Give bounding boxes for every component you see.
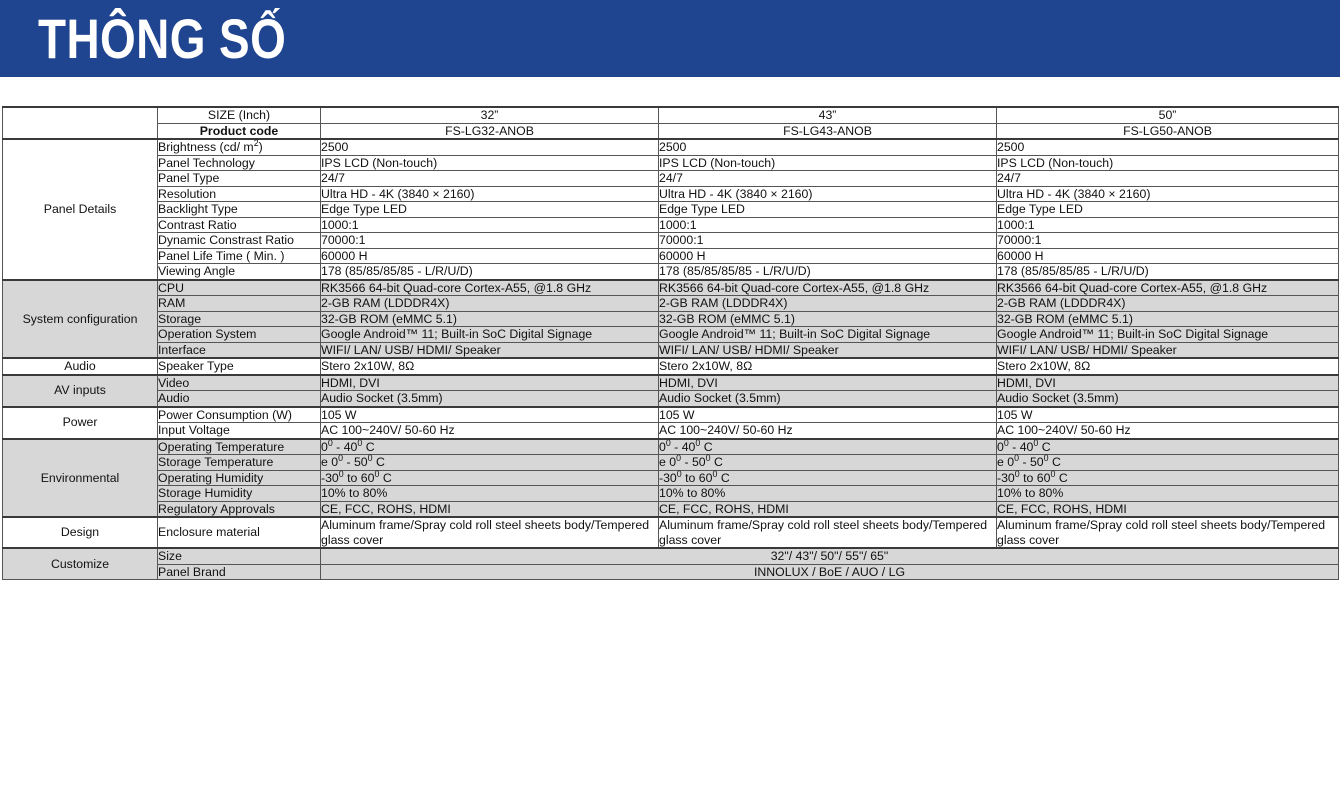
- table-row: [3, 171, 1339, 187]
- spec-label: Brightness (cd/ $m^2$): [158, 139, 321, 155]
- header-product-code-value-3: FS-LG50-ANOB: [997, 123, 1339, 139]
- page-title: THÔNG SỐ: [38, 6, 287, 70]
- table-row: [3, 186, 1339, 202]
- page-banner: [0, 0, 1340, 77]
- spec-value-3: Aluminum frame/Spray cold roll steel sheets body/Tempered glass cover: [997, 517, 1339, 548]
- spec-value-all-sizes: 32"/ 43"/ 50"/ 55"/ 65": [321, 548, 1339, 564]
- section-label-design: Design: [3, 517, 158, 548]
- spec-value-2: Audio Socket (3.5mm): [659, 391, 997, 407]
- header-size-label: SIZE (Inch): [158, 107, 321, 123]
- spec-value-1: 32-GB ROM (eMMC 5.1): [321, 311, 659, 327]
- spec-value-1: 2500: [321, 139, 659, 155]
- spec-value-1: e $0^0 - 50^0$ C: [321, 455, 659, 471]
- spec-value-3: AC 100~240V/ 50-60 Hz: [997, 423, 1339, 439]
- spec-value-1: AC 100~240V/ 50-60 Hz: [321, 423, 659, 439]
- spec-value-2: CE, FCC, ROHS, HDMI: [659, 501, 997, 517]
- spec-label: Panel Brand: [158, 564, 321, 580]
- spec-label: Input Voltage: [158, 423, 321, 439]
- spec-value-2: Edge Type LED: [659, 202, 997, 218]
- spec-value-2: 24/7: [659, 171, 997, 187]
- spec-label: Panel Life Time ( Min. ): [158, 248, 321, 264]
- spec-label: Operating Humidity: [158, 470, 321, 486]
- spec-value-2: RK3566 64-bit Quad-core Cortex-A55, @1.8 GHz: [659, 280, 997, 296]
- spec-label: Dynamic Constrast Ratio: [158, 233, 321, 249]
- table-row: [3, 407, 1339, 423]
- section-label-environmental: Environmental: [3, 439, 158, 518]
- table-row: [3, 296, 1339, 312]
- spec-value-1: CE, FCC, ROHS, HDMI: [321, 501, 659, 517]
- table-row: [3, 280, 1339, 296]
- spec-value-1: 105 W: [321, 407, 659, 423]
- spec-value-2: 32-GB ROM (eMMC 5.1): [659, 311, 997, 327]
- spec-value-3: HDMI, DVI: [997, 375, 1339, 391]
- spec-value-3: $-30^0$ to $60^0$ C: [997, 470, 1339, 486]
- spec-value-1: Google Android™ 11; Built-in SoC Digital Signage: [321, 327, 659, 343]
- spec-value-3: 178 (85/85/85/85 - L/R/U/D): [997, 264, 1339, 280]
- spec-value-3: 1000:1: [997, 217, 1339, 233]
- table-row: [3, 264, 1339, 280]
- spec-label: RAM: [158, 296, 321, 312]
- spec-value-1: $0^0 - 40^0$ C: [321, 439, 659, 455]
- spec-label: Regulatory Approvals: [158, 501, 321, 517]
- spec-label: Storage: [158, 311, 321, 327]
- spec-value-2: 1000:1: [659, 217, 997, 233]
- spec-value-3: IPS LCD (Non-touch): [997, 155, 1339, 171]
- spec-value-1: IPS LCD (Non-touch): [321, 155, 659, 171]
- header-product-code-value-2: FS-LG43-ANOB: [659, 123, 997, 139]
- spec-label: Contrast Ratio: [158, 217, 321, 233]
- spec-value-1: 178 (85/85/85/85 - L/R/U/D): [321, 264, 659, 280]
- section-label-audio: Audio: [3, 358, 158, 375]
- section-label-system-configuration: System configuration: [3, 280, 158, 359]
- spec-value-2: $-30^0$ to $60^0$ C: [659, 470, 997, 486]
- table-row: [3, 564, 1339, 580]
- spec-value-3: Ultra HD - 4K (3840 × 2160): [997, 186, 1339, 202]
- spec-value-2: Ultra HD - 4K (3840 × 2160): [659, 186, 997, 202]
- spec-label: Enclosure material: [158, 517, 321, 548]
- spec-value-3: 60000 H: [997, 248, 1339, 264]
- table-row: [3, 155, 1339, 171]
- section-label-customize: Customize: [3, 548, 158, 580]
- table-header-code-row: [3, 123, 1339, 139]
- spec-label: CPU: [158, 280, 321, 296]
- spec-label: Interface: [158, 342, 321, 358]
- table-row: [3, 311, 1339, 327]
- spec-label: Video: [158, 375, 321, 391]
- spec-value-1: Audio Socket (3.5mm): [321, 391, 659, 407]
- spec-value-2: Aluminum frame/Spray cold roll steel sheets body/Tempered glass cover: [659, 517, 997, 548]
- spec-label: Resolution: [158, 186, 321, 202]
- spec-value-1: Stero 2x10W, 8Ω: [321, 358, 659, 375]
- spec-value-1: 10% to 80%: [321, 486, 659, 502]
- spec-value-2: 178 (85/85/85/85 - L/R/U/D): [659, 264, 997, 280]
- table-row: [3, 248, 1339, 264]
- spec-value-3: 10% to 80%: [997, 486, 1339, 502]
- spec-value-1: $-30^0$ to $60^0$ C: [321, 470, 659, 486]
- spec-label: Storage Humidity: [158, 486, 321, 502]
- table-row: [3, 423, 1339, 439]
- table-row: [3, 217, 1339, 233]
- table-row: [3, 391, 1339, 407]
- spec-value-3: e $0^0 - 50^0$ C: [997, 455, 1339, 471]
- header-product-code-value-1: FS-LG32-ANOB: [321, 123, 659, 139]
- spec-value-3: Audio Socket (3.5mm): [997, 391, 1339, 407]
- spec-label: Audio: [158, 391, 321, 407]
- spec-value-1: 24/7: [321, 171, 659, 187]
- spec-value-1: 2-GB RAM (LDDDR4X): [321, 296, 659, 312]
- spec-value-3: 24/7: [997, 171, 1339, 187]
- spec-value-3: WIFI/ LAN/ USB/ HDMI/ Speaker: [997, 342, 1339, 358]
- spec-value-2: 2-GB RAM (LDDDR4X): [659, 296, 997, 312]
- table-row: [3, 470, 1339, 486]
- table-header-size-row: [3, 107, 1339, 123]
- table-row: [3, 375, 1339, 391]
- spec-value-3: RK3566 64-bit Quad-core Cortex-A55, @1.8 GHz: [997, 280, 1339, 296]
- section-label-power: Power: [3, 407, 158, 439]
- spec-value-3: Stero 2x10W, 8Ω: [997, 358, 1339, 375]
- spec-value-3: Google Android™ 11; Built-in SoC Digital Signage: [997, 327, 1339, 343]
- table-row: [3, 455, 1339, 471]
- header-product-code-label: Product code: [158, 123, 321, 139]
- spec-value-1: HDMI, DVI: [321, 375, 659, 391]
- spec-label: Panel Technology: [158, 155, 321, 171]
- spec-label: Storage Temperature: [158, 455, 321, 471]
- table-row: [3, 327, 1339, 343]
- spec-label: Backlight Type: [158, 202, 321, 218]
- spec-value-1: 70000:1: [321, 233, 659, 249]
- spec-value-3: Edge Type LED: [997, 202, 1339, 218]
- spec-value-3: CE, FCC, ROHS, HDMI: [997, 501, 1339, 517]
- spec-value-1: Edge Type LED: [321, 202, 659, 218]
- spec-value-3: 2500: [997, 139, 1339, 155]
- section-label-panel-details: Panel Details: [3, 139, 158, 280]
- spec-value-1: 1000:1: [321, 217, 659, 233]
- spec-value-2: AC 100~240V/ 50-60 Hz: [659, 423, 997, 439]
- spec-value-3: $0^0 - 40^0$ C: [997, 439, 1339, 455]
- specifications-table: [2, 106, 1339, 580]
- spec-value-3: 32-GB ROM (eMMC 5.1): [997, 311, 1339, 327]
- table-row: [3, 358, 1339, 375]
- spec-value-2: $0^0 - 40^0$ C: [659, 439, 997, 455]
- spec-value-1: WIFI/ LAN/ USB/ HDMI/ Speaker: [321, 342, 659, 358]
- spec-value-1: RK3566 64-bit Quad-core Cortex-A55, @1.8 GHz: [321, 280, 659, 296]
- table-row: [3, 439, 1339, 455]
- spec-value-1: Ultra HD - 4K (3840 × 2160): [321, 186, 659, 202]
- header-size-value-3: 50”: [997, 107, 1339, 123]
- table-row: [3, 517, 1339, 548]
- spec-label: Operation System: [158, 327, 321, 343]
- spec-label: Power Consumption (W): [158, 407, 321, 423]
- header-size-value-1: 32”: [321, 107, 659, 123]
- header-size-value-2: 43”: [659, 107, 997, 123]
- spec-value-1: Aluminum frame/Spray cold roll steel sheets body/Tempered glass cover: [321, 517, 659, 548]
- spec-value-3: 70000:1: [997, 233, 1339, 249]
- spec-value-2: 10% to 80%: [659, 486, 997, 502]
- table-row: [3, 548, 1339, 564]
- spec-value-2: IPS LCD (Non-touch): [659, 155, 997, 171]
- table-row: [3, 342, 1339, 358]
- table-row: [3, 233, 1339, 249]
- table-row: [3, 202, 1339, 218]
- spec-value-2: Google Android™ 11; Built-in SoC Digital Signage: [659, 327, 997, 343]
- spec-value-2: 60000 H: [659, 248, 997, 264]
- spec-value-2: 70000:1: [659, 233, 997, 249]
- spec-value-2: e $0^0 - 50^0$ C: [659, 455, 997, 471]
- table-row: [3, 486, 1339, 502]
- spec-value-3: 105 W: [997, 407, 1339, 423]
- table-row: [3, 501, 1339, 517]
- spec-value-2: 105 W: [659, 407, 997, 423]
- spec-label: Viewing Angle: [158, 264, 321, 280]
- table-corner-cell: [3, 107, 158, 139]
- spec-value-3: 2-GB RAM (LDDDR4X): [997, 296, 1339, 312]
- spec-value-2: WIFI/ LAN/ USB/ HDMI/ Speaker: [659, 342, 997, 358]
- spec-label: Size: [158, 548, 321, 564]
- spec-label: Speaker Type: [158, 358, 321, 375]
- spec-value-2: 2500: [659, 139, 997, 155]
- section-label-av-inputs: AV inputs: [3, 375, 158, 407]
- specifications-table-container: [0, 77, 1340, 580]
- spec-label: Operating Temperature: [158, 439, 321, 455]
- table-row: [3, 139, 1339, 155]
- spec-value-2: HDMI, DVI: [659, 375, 997, 391]
- spec-label: Panel Type: [158, 171, 321, 187]
- specifications-table-body: [3, 107, 1339, 580]
- spec-value-2: Stero 2x10W, 8Ω: [659, 358, 997, 375]
- spec-value-1: 60000 H: [321, 248, 659, 264]
- spec-value-all-sizes: INNOLUX / BoE / AUO / LG: [321, 564, 1339, 580]
